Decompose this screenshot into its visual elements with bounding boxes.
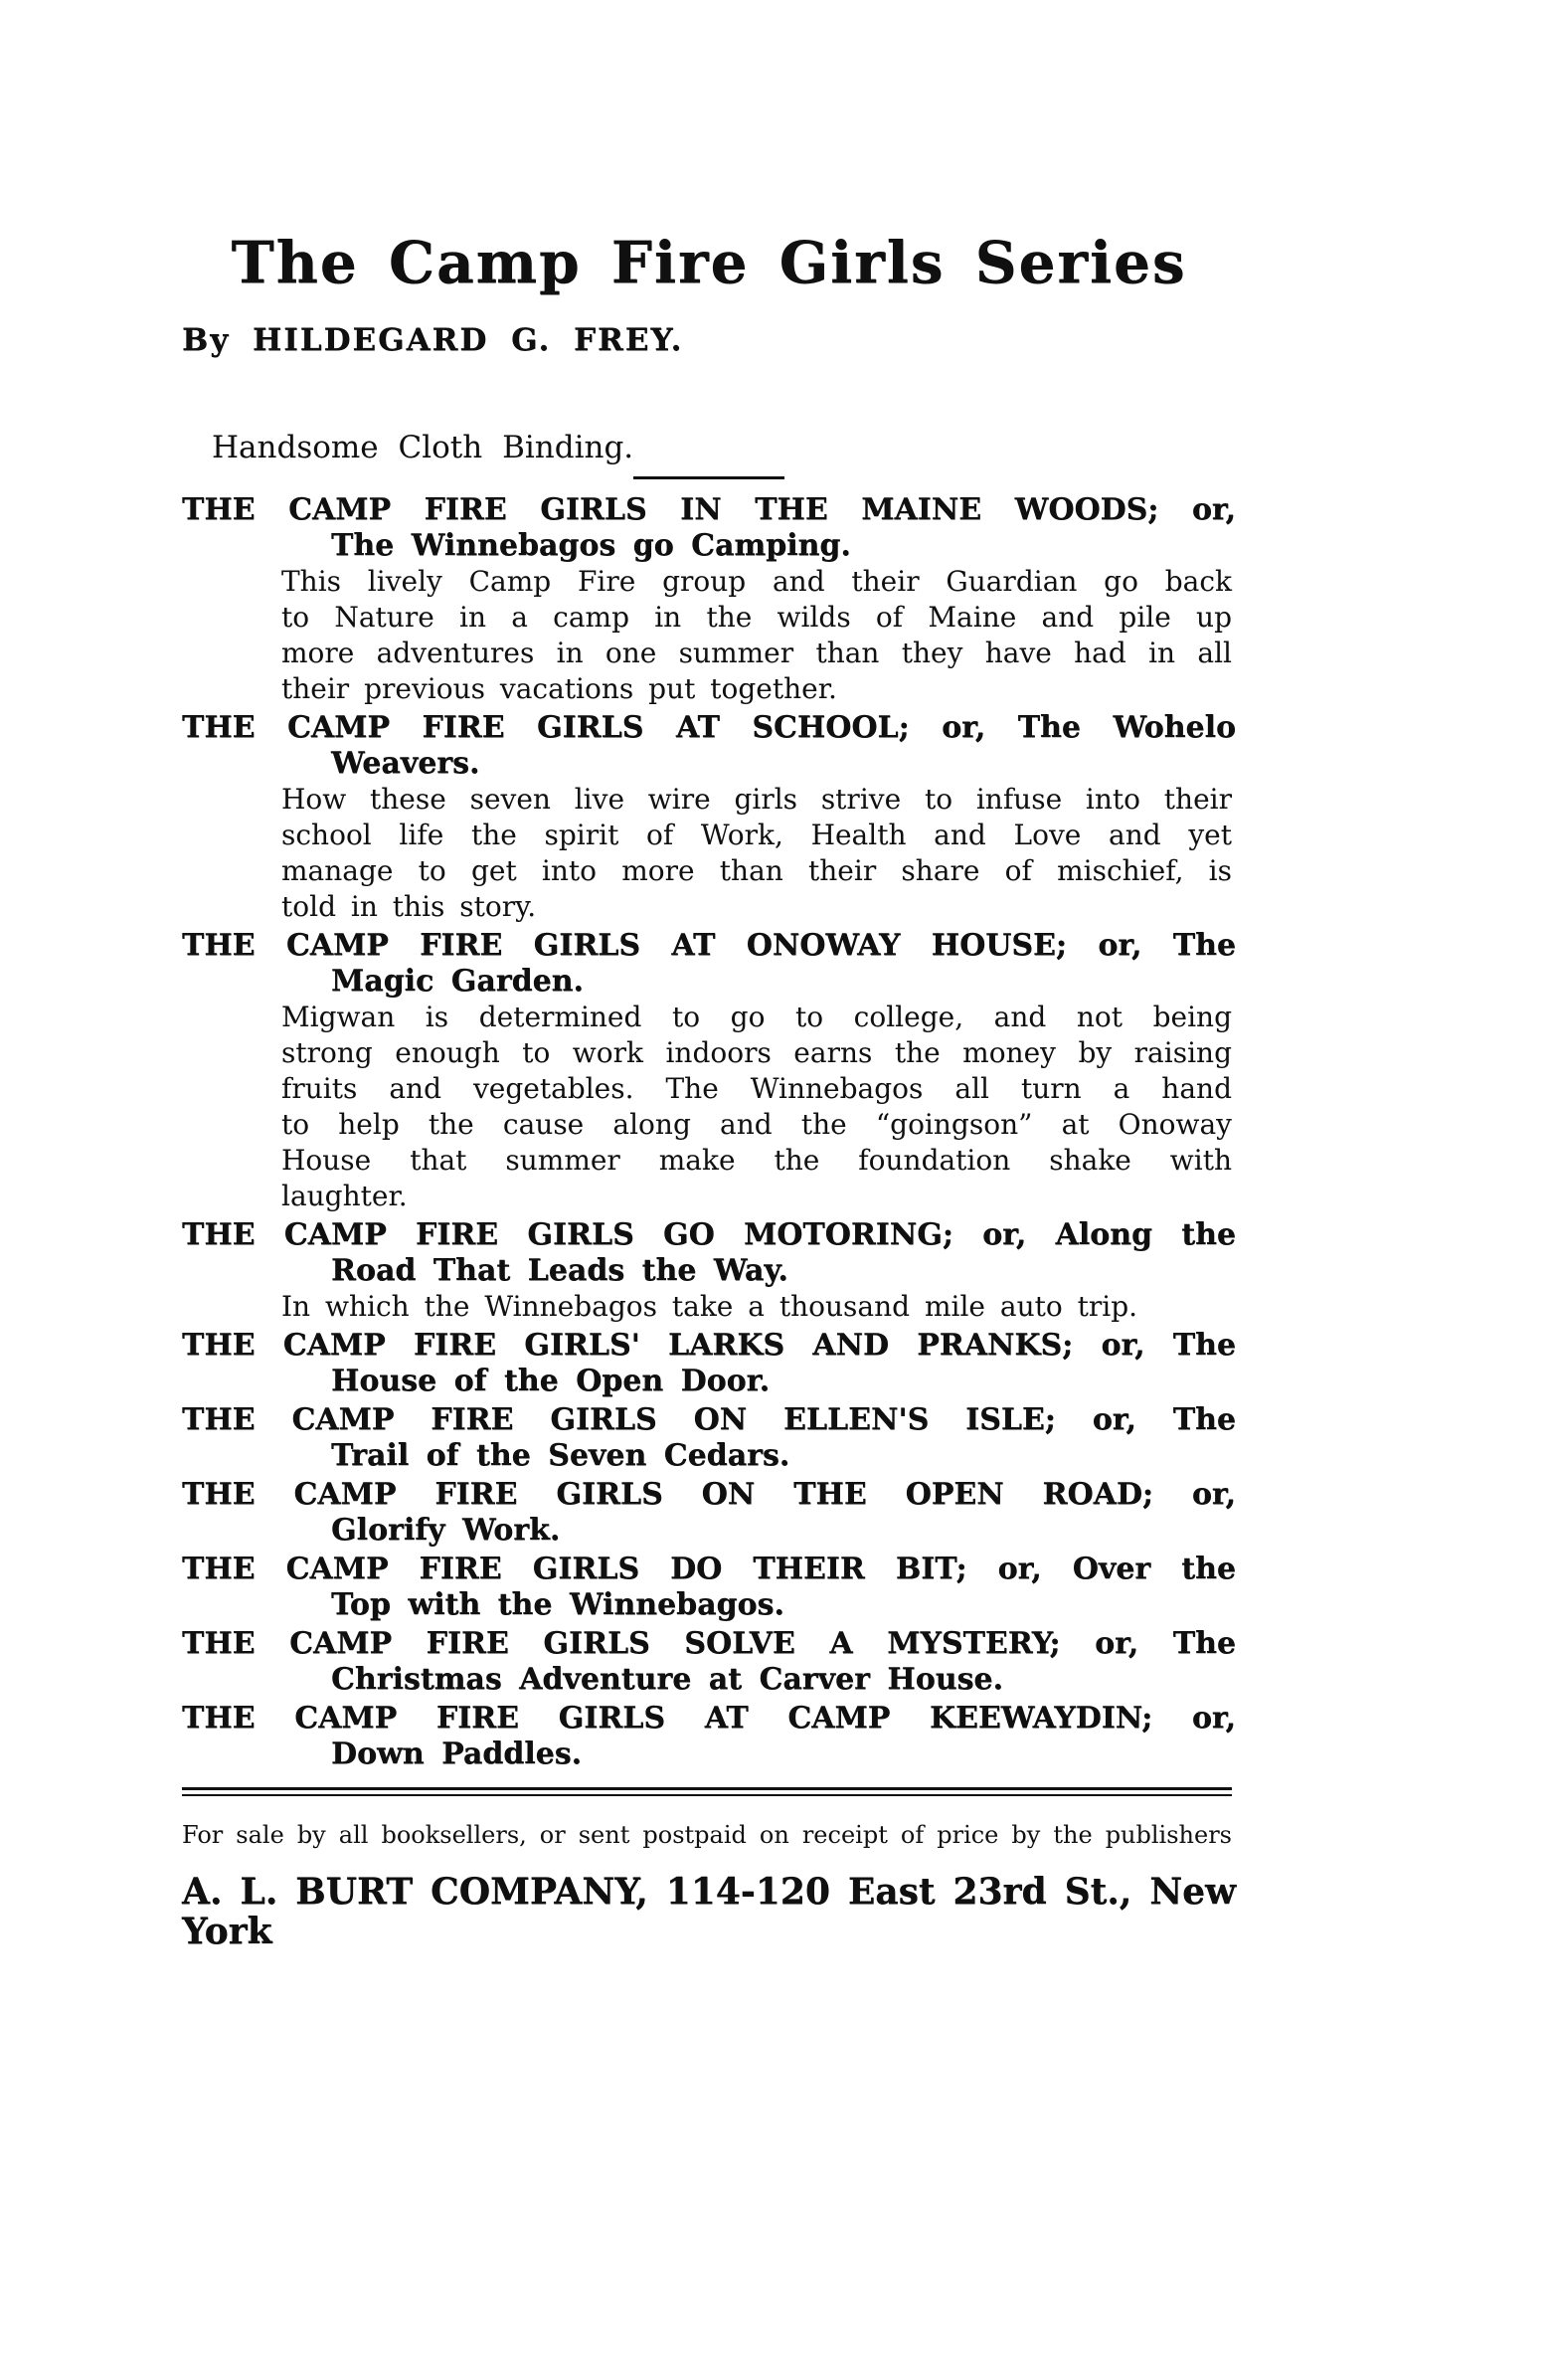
book-description (182, 782, 1236, 925)
book-description-line: This lively Camp Fire group and their Guardian go back (281, 565, 1232, 598)
book-title-line1: THE CAMP FIRE GIRLS IN THE MAINE WOODS; or, (182, 492, 1236, 527)
book-entry (182, 492, 1236, 707)
book-title-line2: Glorify Work. (331, 1513, 561, 1548)
book-title-line2: Down Paddles. (331, 1737, 583, 1771)
book-title-line2: Weavers. (331, 746, 480, 781)
book-title-line1: THE CAMP FIRE GIRLS AT CAMP KEEWAYDIN; or, (182, 1701, 1236, 1736)
book-entry (182, 1552, 1236, 1623)
sale-note: For sale by all booksellers, or sent postpaid on receipt of price by the publishers (182, 1821, 1232, 1849)
binding-note: Handsome Cloth Binding. (212, 430, 634, 465)
book-description (182, 564, 1236, 707)
book-description-line: In which the Winnebagos take a thousand mile auto trip. (281, 1290, 1138, 1323)
book-title-line2: Magic Garden. (331, 964, 584, 999)
page-title: The Camp Fire Girls Series (231, 229, 1187, 296)
page-content (182, 0, 1236, 1951)
book-description-line: to Nature in a camp in the wilds of Maine and pile up (281, 601, 1232, 634)
divider-rule (633, 476, 784, 479)
book-entry (182, 1477, 1236, 1549)
book-title-line1: THE CAMP FIRE GIRLS AT ONOWAY HOUSE; or, The (182, 928, 1236, 963)
author-byline: By HILDEGARD G. FREY. (182, 322, 684, 358)
footer-rule (182, 1787, 1232, 1796)
book-title-line2: House of the Open Door. (331, 1364, 771, 1398)
book-title-line2: Christmas Adventure at Carver House. (331, 1662, 1003, 1697)
book-description-line: to help the cause along and the “goingson” at Onoway (281, 1108, 1232, 1141)
book-entry (182, 928, 1236, 1214)
book-description-line: strong enough to work indoors earns the money by raising (281, 1036, 1232, 1069)
book-entry (182, 1626, 1236, 1698)
book-entry (182, 1402, 1236, 1474)
book-title-line1: THE CAMP FIRE GIRLS' LARKS AND PRANKS; or, The (182, 1328, 1236, 1363)
book-list (182, 492, 1236, 1772)
book-entry (182, 710, 1236, 925)
book-title-line1: THE CAMP FIRE GIRLS ON ELLEN'S ISLE; or, The (182, 1402, 1236, 1437)
publisher-line: A. L. BURT COMPANY, 114-120 East 23rd St., New York (182, 1871, 1236, 1952)
book-description-line: House that summer make the foundation shake with (281, 1144, 1232, 1177)
book-title-line2: Road That Leads the Way. (331, 1253, 788, 1288)
book-title-line2: The Winnebagos go Camping. (331, 528, 851, 563)
book-description-line: their previous vacations put together. (281, 672, 837, 705)
book-title-line1: THE CAMP FIRE GIRLS AT SCHOOL; or, The Wohelo (182, 710, 1236, 745)
book-title-line1: THE CAMP FIRE GIRLS GO MOTORING; or, Along the (182, 1217, 1236, 1252)
book-description (182, 1000, 1236, 1214)
book-description-line: more adventures in one summer than they have had in all (281, 637, 1232, 669)
book-description-line: fruits and vegetables. The Winnebagos all turn a hand (281, 1072, 1232, 1105)
book-description-line: manage to get into more than their share of mischief, is (281, 854, 1232, 887)
book-title-line2: Top with the Winnebagos. (331, 1587, 784, 1622)
book-title-line1: THE CAMP FIRE GIRLS DO THEIR BIT; or, Over the (182, 1552, 1236, 1586)
book-description-line: laughter. (281, 1180, 408, 1212)
book-description-line: told in this story. (281, 890, 537, 923)
book-description-line: How these seven live wire girls strive to infuse into their (281, 783, 1232, 816)
book-entry (182, 1328, 1236, 1399)
book-entry (182, 1217, 1236, 1325)
book-entry (182, 1701, 1236, 1772)
book-description-line: Migwan is determined to go to college, and not being (281, 1001, 1232, 1033)
book-description (182, 1289, 1236, 1325)
book-title-line2: Trail of the Seven Cedars. (331, 1438, 790, 1473)
book-title-line1: THE CAMP FIRE GIRLS ON THE OPEN ROAD; or, (182, 1477, 1236, 1512)
book-title-line1: THE CAMP FIRE GIRLS SOLVE A MYSTERY; or, The (182, 1626, 1236, 1661)
book-description-line: school life the spirit of Work, Health and Love and yet (281, 819, 1232, 851)
